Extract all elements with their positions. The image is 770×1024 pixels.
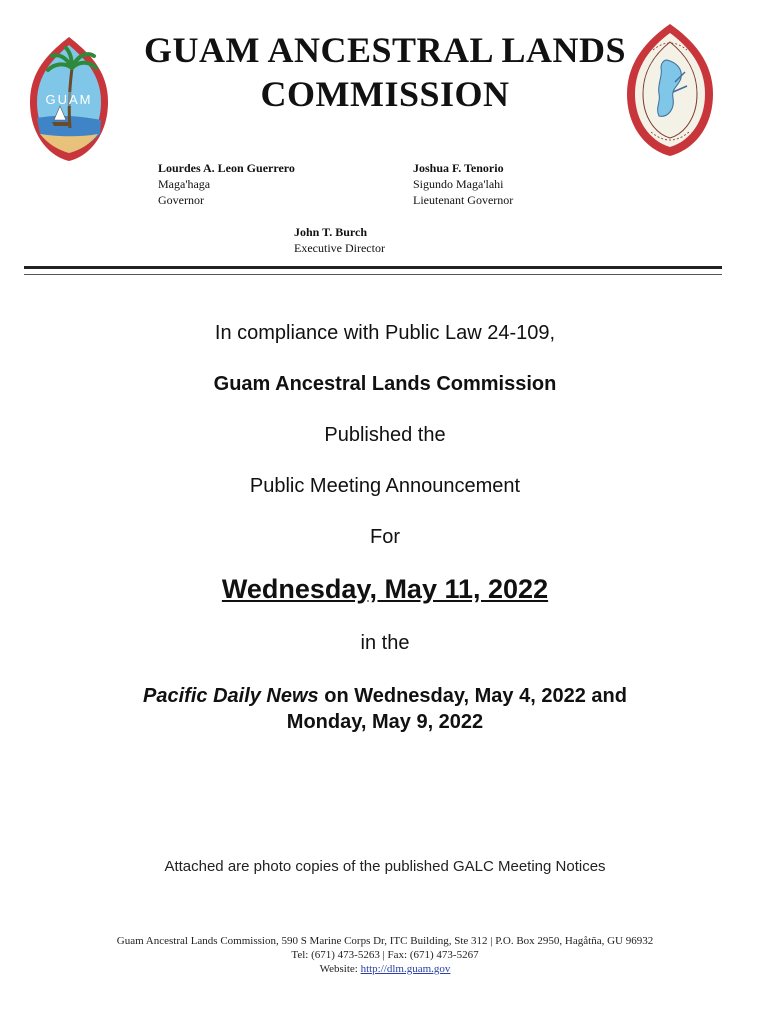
published-line: Published the [324,424,446,446]
commission-name-line: Guam Ancestral Lands Commission [213,373,557,395]
footer-address: Guam Ancestral Lands Commission, 590 S Marine Corps Dr, ITC Building, Ste 312 | P.O. Box 2950, Hagåtña, GU 96932 [116,935,654,947]
governor-name: Lourdes A. Leon Guerrero [158,161,295,175]
governor-block [158,160,295,208]
compliance-line: In compliance with Public Law 24-109, [214,322,556,344]
footer-phone: Tel: (671) 473-5263 | Fax: (671) 473-5267 [291,949,479,961]
document-title [0,28,770,116]
title-line-1: GUAM ANCESTRAL LANDS [143,30,627,70]
governor-title-native: Maga'haga [158,177,211,191]
header-divider [24,266,722,275]
meeting-date: Wednesday, May 11, 2022 [221,574,549,604]
director-block [294,224,385,256]
director-name: John T. Burch [294,225,368,239]
publication-dates-a: on Wednesday, May 4, 2022 and [318,685,627,707]
governor-title: Governor [158,193,204,207]
in-the-line: in the [360,632,410,654]
footer [0,934,770,976]
lt-governor-title-native: Sigundo Maga'lahi [413,177,504,191]
publication-line-1 [0,683,770,709]
for-line: For [370,526,400,548]
director-title: Executive Director [294,241,385,255]
publication-name: Pacific Daily News [143,685,319,707]
title-line-2: COMMISSION [260,74,510,114]
lt-governor-block [413,160,513,208]
lt-governor-name: Joshua F. Tenorio [413,161,504,175]
footer-website-label: Website: [319,963,361,975]
seal-guam-label: GUAM [45,92,93,107]
publication-dates-b: Monday, May 9, 2022 [286,711,484,733]
publication-block [0,683,770,735]
announcement-line: Public Meeting Announcement [249,475,521,497]
attached-note: Attached are photo copies of the published GALC Meeting Notices [164,858,606,875]
website-link[interactable]: http://dlm.guam.gov [360,963,451,975]
lt-governor-title: Lieutenant Governor [413,193,514,207]
footer-website-line [0,962,770,976]
